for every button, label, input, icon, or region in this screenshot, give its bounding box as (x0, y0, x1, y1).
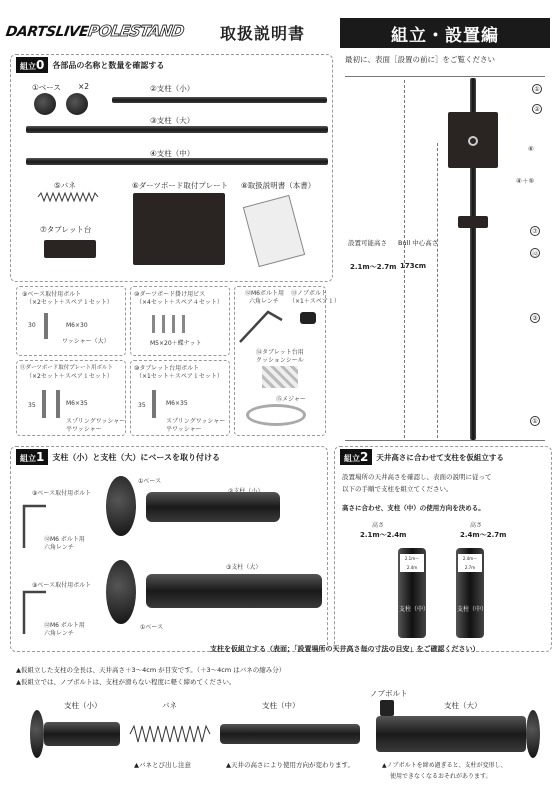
height-range-arrow (404, 80, 405, 438)
tape-label: ⑮メジャー (276, 396, 306, 403)
warning-direction: ▲天井の高さにより使用方向が変わります。 (226, 761, 354, 769)
base-disc (34, 93, 56, 115)
ceiling-line (345, 76, 545, 77)
bolt-size: M6×30 (66, 322, 88, 329)
spring-washer-label: スプリングワッシャー (166, 418, 226, 425)
strip-spring-label: バネ (162, 701, 177, 710)
screw-size: M5×20＋蝶ナット (150, 340, 202, 347)
knob-bolt-icon (380, 700, 394, 716)
callout-plate: ⑥ (528, 145, 534, 153)
installation-diagram (340, 66, 552, 442)
left-height-range: 2.1m～2.4m (360, 531, 407, 539)
cell-sub: （×4セット＋スペア４セット） (136, 299, 223, 306)
bolt-icon (42, 390, 46, 418)
callout-knob: ⑫ (530, 248, 540, 258)
bolt-label: ⑨ベース取付用ボルト (32, 582, 92, 589)
callout-mid-spring: ④＋⑤ (516, 177, 535, 185)
section-title: 組立・設置編 (340, 18, 550, 48)
cell-title: ⑩タブレット台用ボルト (134, 365, 200, 372)
pole-small-detail (146, 492, 280, 522)
bolt-label: ⑨ベース取付用ボルト (32, 490, 92, 497)
pole-mid (26, 158, 328, 165)
pole-large (26, 126, 328, 133)
strip-pole-large (376, 716, 526, 752)
callout-pole-small: ② (532, 104, 542, 114)
washer-label: ワッシャー（大） (62, 338, 110, 345)
step2-desc-1: 設置場所の天井高さを確認し、表面の説明に従って (342, 473, 492, 481)
cushion-label-2: クッションシール (256, 357, 304, 364)
bolt-icon (56, 390, 60, 418)
flat-washer-label: 平ワッシャー (166, 426, 202, 433)
hex-wrench-icon (238, 306, 288, 344)
hex-wrench-icon (20, 500, 50, 550)
strip-large-label: 支柱（大） (444, 701, 482, 710)
warning-spring: ▲バネとび出し注意 (134, 761, 191, 769)
bolt-icon (44, 313, 48, 339)
base-disc (66, 93, 88, 115)
cell-sub: （×2セット＋スペア１セット） (26, 373, 113, 380)
knob-bolt-icon (300, 312, 316, 324)
direction-sticker: 2.1m～2.4m (400, 554, 424, 572)
step2-desc-2: 以下の手順で支柱を組立てください。 (342, 485, 453, 493)
step1-header: 組立1 支柱（小）と支柱（大）にベースを取り付ける (16, 449, 220, 465)
tape-measure-icon (246, 404, 306, 426)
step2-point-1: 高さに合わせ、支柱（中）の使用方向を決める。 (342, 504, 485, 512)
base-side (106, 560, 136, 624)
callout-tablet: ⑦ (530, 226, 540, 236)
base-side (106, 476, 136, 536)
strip-pole-mid (220, 724, 360, 744)
brand-logo: DARTSLIVEPOLESTAND (4, 22, 186, 40)
assembly-note-2: ▲仮組立では、ノブボルトは、支柱が滑らない程度に軽く締めてください。 (16, 678, 236, 686)
part-plate-label: ⑥ダーツボード取付プレート (132, 181, 229, 190)
range-label: 設置可能高さ (348, 239, 387, 247)
cushion-label: ⑭タブレット台用 (256, 349, 304, 356)
tablet-stand (44, 240, 96, 258)
right-height-range: 2.4m～2.7m (460, 531, 507, 539)
bolt-length: 30 (28, 322, 36, 329)
strip-pole-small (44, 722, 120, 746)
cell-sub: 六角レンチ (249, 298, 279, 305)
bolt-icon (152, 390, 156, 418)
callout-pole-large: ③ (530, 313, 540, 323)
pole-label: ③支柱（大） (226, 564, 262, 571)
warning-knob-2: 使用できなくなるおそれがあります。 (390, 773, 492, 780)
callout-base-bottom: ① (530, 416, 540, 426)
bull-value: 173cm (400, 262, 427, 270)
bolt-size: M6×35 (166, 400, 188, 407)
direction-sticker: 2.4m～2.7m (458, 554, 482, 572)
knob-sub: （×1＋スペア１） (289, 298, 340, 305)
bolt-size: M6×35 (66, 400, 88, 407)
part-spring-label: ⑤バネ (54, 181, 76, 190)
bull-label: Bull 中心高さ (398, 239, 439, 247)
base-label: ①ベース (140, 624, 164, 631)
strip-base-right (526, 710, 540, 758)
intro-note: 最初に、表面［設置の前に］をご覧ください (345, 55, 495, 64)
wrench-label: ⑫M6 ボルト用 (44, 622, 85, 629)
wrench-label-2: 六角レンチ (44, 630, 74, 637)
part-base-label: ①ベース (32, 83, 61, 92)
warning-knob: ▲ノブボルトを締め過ぎると、支柱が変形し、 (382, 762, 507, 769)
part-base-qty: ×2 (78, 82, 90, 91)
part-small-label: ②支柱（小） (150, 84, 195, 93)
range-value: 2.1m～2.7m (350, 263, 397, 271)
callout-base-top: ① (532, 84, 542, 94)
spring-icon (38, 193, 98, 201)
wrench-label: ⑫M6 ボルト用 (44, 536, 85, 543)
hex-wrench-icon (20, 586, 50, 636)
assembly-note-1: ▲仮組立した支柱の全長は、天井高さ＋3～4cm が目安です。（＋3～4cm はバネの縮み分） (16, 666, 286, 674)
floor-line (345, 440, 545, 441)
strip-spring-icon (130, 726, 210, 742)
screws-icon (152, 315, 192, 333)
step2-point-2: 支柱を仮組立する（表面；「設置場所の天井高さ毎の寸法の目安」をご確認ください） (210, 645, 480, 653)
part-large-label: ③支柱（大） (150, 116, 195, 125)
cell-title: ⑩ダーツボード掛け用ビス (134, 291, 206, 298)
step0-header: 組立0 各部品の名称と数量を確認する (16, 57, 164, 73)
left-height-label: 高さ (372, 522, 385, 529)
part-tablet-label: ⑦タブレット台 (40, 225, 92, 234)
pole-large-detail (146, 574, 322, 608)
pole-mid-label: 支柱（中） (457, 606, 488, 613)
flat-washer-label: 平ワッシャー (66, 426, 102, 433)
cell-title: ⑪ダーツボード取付プレート用ボルト (20, 365, 114, 371)
wrench-label-2: 六角レンチ (44, 544, 74, 551)
bull-height-arrow (437, 143, 438, 438)
plate-center (468, 136, 478, 146)
pole-mid-label: 支柱（中） (399, 606, 430, 613)
step2-header: 組立2 天井高さに合わせて支柱を仮組立する (340, 449, 504, 465)
strip-small-label: 支柱（小） (64, 701, 102, 710)
cell-title: ⑨ベース取付用ボルト (22, 291, 82, 298)
mounting-plate (133, 193, 225, 265)
spring-washer-label: スプリングワッシャー (66, 418, 126, 425)
knob-label: ⑬ノブボルト (291, 290, 328, 297)
right-height-label: 高さ (470, 522, 483, 529)
part-manual-label: ⑧取扱説明書（本書） (241, 181, 316, 190)
bolt-length: 35 (138, 402, 146, 409)
cell-sub: （×2セット＋スペア１セット） (26, 299, 113, 306)
strip-knob-label: ノブボルト (370, 689, 408, 698)
cell-title: ⑫M6ボルト用 (245, 290, 284, 297)
document-title: 取扱説明書 (220, 24, 306, 43)
strip-base-left (30, 710, 44, 758)
pole-small (112, 97, 327, 103)
mounted-tablet-stand (458, 216, 488, 228)
cell-sub: （×1セット＋スペア１セット） (136, 373, 223, 380)
bolt-length: 35 (28, 402, 36, 409)
base-label: ①ベース (138, 478, 162, 485)
cushion-icon (262, 366, 298, 388)
part-mid-label: ④支柱（中） (150, 149, 195, 158)
strip-mid-label: 支柱（中） (262, 701, 300, 710)
